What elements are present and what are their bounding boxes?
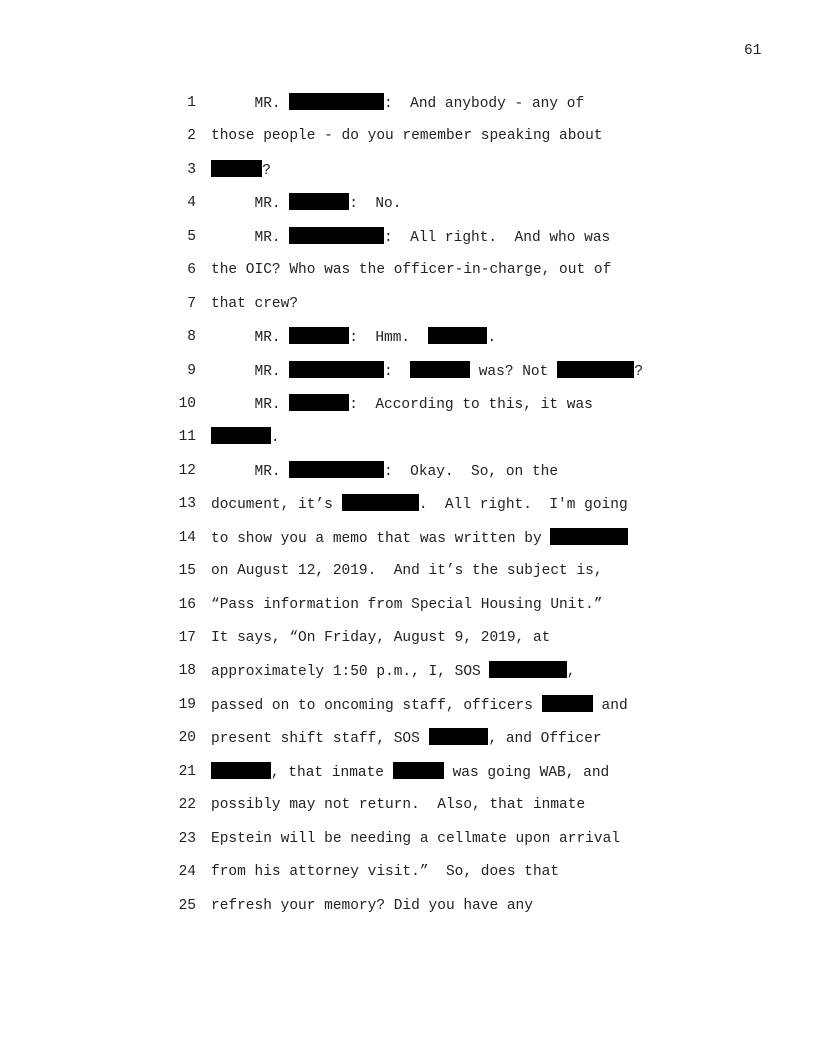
line-text	[211, 193, 401, 214]
line-number: 25	[178, 897, 196, 914]
transcript-line	[0, 695, 816, 728]
line-number: 17	[178, 630, 196, 646]
text-segment: . All right. I'm going	[418, 497, 628, 514]
transcript-line	[0, 494, 816, 527]
line-number: 4	[187, 195, 196, 212]
line-text	[211, 427, 280, 448]
line-text	[211, 661, 575, 682]
redaction-box	[342, 494, 419, 511]
text-segment: MR.	[211, 229, 290, 246]
text-segment: MR.	[211, 463, 290, 480]
text-segment: passed on to oncoming staff, officers	[211, 697, 542, 714]
text-segment: MR.	[211, 396, 290, 413]
transcript-line	[0, 93, 816, 126]
line-number: 5	[187, 228, 196, 245]
text-segment: MR.	[211, 363, 290, 380]
line-text	[211, 862, 559, 882]
text-segment: .	[270, 430, 280, 447]
transcript-line	[0, 294, 816, 327]
text-segment: .	[487, 330, 497, 347]
redaction-box	[211, 160, 262, 177]
line-number: 22	[178, 797, 196, 814]
line-number: 11	[178, 429, 196, 446]
transcript-body	[0, 93, 816, 929]
line-number: 12	[178, 462, 196, 479]
text-segment: ?	[262, 162, 271, 179]
redaction-box	[542, 695, 593, 712]
redaction-box	[289, 461, 384, 478]
line-number: 1	[187, 95, 196, 111]
text-segment: on August 12, 2019. And it’s the subject is,	[211, 563, 603, 580]
transcript-line	[0, 193, 816, 226]
text-segment: was going WAB, and	[443, 764, 610, 781]
transcript-line	[0, 227, 816, 260]
text-segment: that crew?	[211, 295, 299, 312]
text-segment: present shift staff, SOS	[211, 731, 429, 748]
redaction-box	[289, 394, 349, 411]
text-segment: the OIC? Who was the officer-in-charge, out of	[211, 262, 612, 279]
line-number: 23	[178, 830, 196, 847]
line-number: 6	[187, 262, 196, 279]
line-number: 8	[187, 329, 196, 346]
line-number: 2	[187, 128, 196, 145]
transcript-line	[0, 427, 816, 460]
line-text	[211, 126, 603, 146]
line-text	[211, 628, 550, 648]
redaction-box	[489, 661, 566, 678]
line-text	[211, 294, 298, 314]
transcript-line	[0, 327, 816, 360]
text-segment: Epstein will be needing a cellmate upon arrival	[211, 830, 620, 847]
transcript-line	[0, 260, 816, 293]
text-segment: to show you a memo that was written by	[211, 530, 551, 547]
line-text	[211, 361, 643, 382]
transcript-line	[0, 829, 816, 862]
transcript-line	[0, 561, 816, 594]
text-segment: MR.	[211, 330, 290, 347]
transcript-line	[0, 728, 816, 761]
text-segment: : Hmm.	[349, 330, 428, 347]
text-segment: was? Not	[470, 363, 558, 380]
line-number: 3	[187, 161, 196, 178]
text-segment: : According to this, it was	[349, 396, 593, 413]
line-text	[211, 461, 558, 482]
line-text	[211, 494, 628, 515]
line-text	[211, 327, 496, 348]
line-text	[211, 260, 611, 280]
line-text	[211, 695, 628, 716]
text-segment: ?	[634, 363, 644, 380]
text-segment: refresh your memory? Did you have any	[211, 897, 533, 914]
text-segment: MR.	[211, 196, 290, 213]
line-number: 19	[178, 696, 196, 713]
text-segment: : All right. And who was	[384, 229, 611, 246]
line-number: 16	[178, 596, 196, 613]
line-number: 15	[178, 563, 196, 580]
transcript-line	[0, 795, 816, 828]
line-number: 13	[178, 496, 196, 513]
redaction-box	[211, 762, 271, 779]
transcript-line	[0, 862, 816, 895]
line-text	[211, 728, 602, 749]
text-segment: MR.	[211, 96, 290, 112]
transcript-line	[0, 628, 816, 661]
text-segment: “Pass information from Special Housing Unit.”	[211, 596, 603, 613]
line-number: 21	[178, 763, 196, 780]
line-text	[211, 762, 609, 783]
line-text	[211, 227, 610, 248]
line-number: 24	[178, 864, 196, 881]
text-segment: : No.	[349, 196, 402, 213]
redaction-box	[289, 193, 349, 210]
page-number: 61	[744, 43, 762, 59]
redaction-box	[289, 361, 384, 378]
text-segment: : And anybody - any of	[384, 96, 585, 112]
redaction-box	[393, 762, 444, 779]
line-text	[211, 896, 533, 916]
transcript-line	[0, 896, 816, 929]
transcript-line	[0, 661, 816, 694]
line-text	[211, 595, 603, 615]
text-segment: document, it’s	[211, 497, 342, 514]
line-text	[211, 93, 584, 114]
transcript-line	[0, 762, 816, 795]
line-number: 18	[178, 663, 196, 680]
text-segment: , that inmate	[270, 764, 393, 781]
text-segment: ,	[566, 664, 576, 681]
transcript-line	[0, 595, 816, 628]
text-segment: It says, “On Friday, August 9, 2019, at	[211, 630, 551, 646]
line-number: 20	[178, 730, 196, 747]
text-segment: , and Officer	[488, 731, 602, 748]
transcript-line	[0, 394, 816, 427]
redaction-box	[428, 327, 488, 344]
line-text	[211, 394, 593, 415]
redaction-box	[289, 227, 384, 244]
line-number: 14	[178, 529, 196, 546]
redaction-box	[211, 427, 271, 444]
redaction-box	[289, 93, 384, 110]
text-segment: :	[384, 363, 411, 380]
transcript-line	[0, 528, 816, 561]
line-text	[211, 561, 603, 581]
text-segment: from his attorney visit.” So, does that	[211, 864, 560, 881]
line-text	[211, 795, 585, 815]
transcript-line	[0, 461, 816, 494]
text-segment: possibly may not return. Also, that inmate	[211, 797, 586, 814]
redaction-box	[429, 728, 489, 745]
text-segment: those people - do you remember speaking about	[211, 128, 603, 145]
transcript-line	[0, 126, 816, 159]
text-segment: : Okay. So, on the	[384, 463, 559, 480]
line-number: 9	[187, 362, 196, 379]
redaction-box	[289, 327, 349, 344]
line-text	[211, 528, 628, 549]
line-text	[211, 829, 620, 849]
redaction-box	[550, 528, 627, 545]
text-segment: approximately 1:50 p.m., I, SOS	[211, 664, 490, 681]
line-text	[211, 160, 271, 181]
text-segment: and	[592, 697, 628, 714]
redaction-box	[410, 361, 470, 378]
transcript-line	[0, 361, 816, 394]
transcript-line	[0, 160, 816, 193]
line-number: 10	[178, 395, 196, 412]
line-number: 7	[187, 295, 196, 312]
redaction-box	[557, 361, 634, 378]
